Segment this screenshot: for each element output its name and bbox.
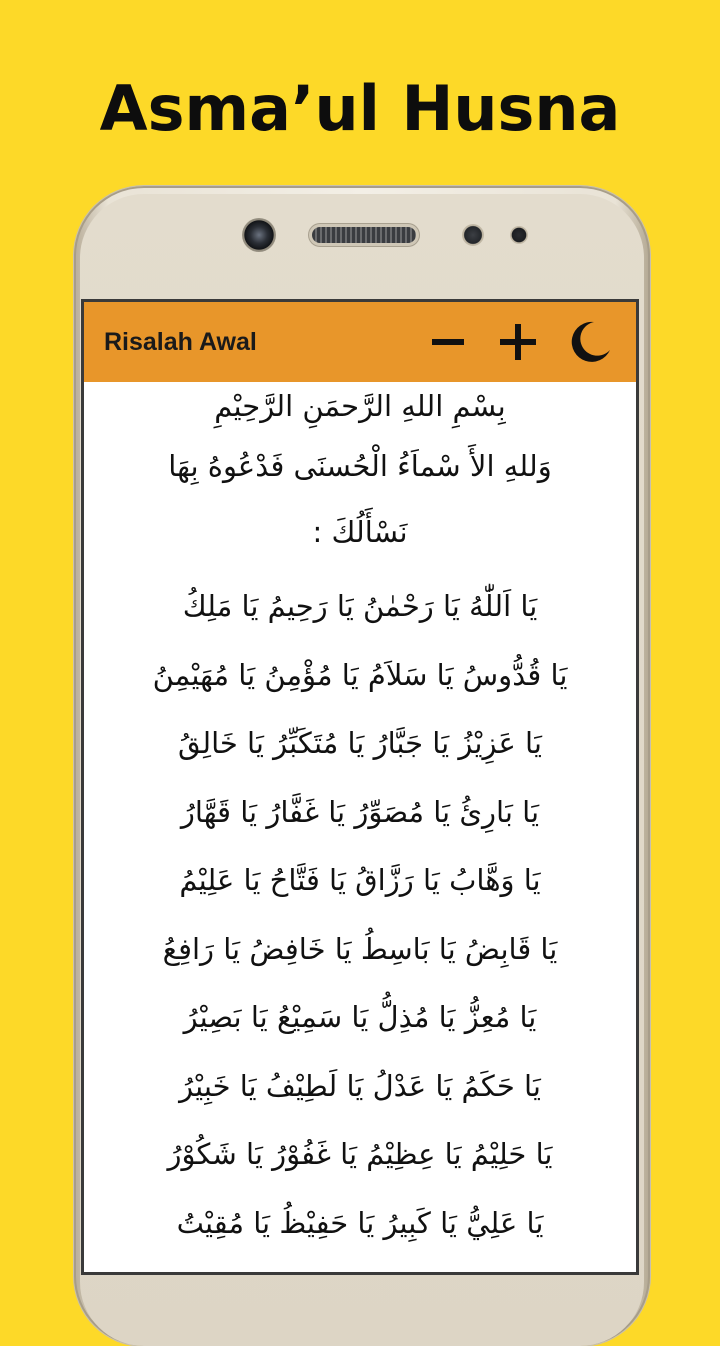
text-line: يَا قَابِضُ يَا بَاسِطُ يَا خَافِضُ يَا رَافِعُ xyxy=(162,931,558,966)
promo-title: Asma’ul Husna xyxy=(99,72,621,145)
front-camera-icon xyxy=(242,218,276,252)
moon-icon xyxy=(566,318,614,366)
text-line: يَا اَللّٰهُ يَا رَحْمٰنُ يَا رَحِيمُ يَا مَلِكُ xyxy=(182,589,538,623)
night-mode-button[interactable] xyxy=(560,302,620,382)
text-line: نَسْأَلُكَ : xyxy=(312,515,408,549)
text-line: يَا حَكَمُ يَا عَدْلُ يَا لَطِيْفُ يَا خَبِيْرُ xyxy=(179,1068,541,1103)
increase-font-button[interactable] xyxy=(488,302,548,382)
text-line: يَا حَلِيْمُ يَا عِظِيْمُ يَا غَفُوْرُ يَا شَكُوْرُ xyxy=(167,1137,553,1171)
minus-icon xyxy=(431,325,465,359)
text-line: يَا عَزِيْزُ يَا جَبَّارُ يَا مُتَكَبِّرُ يَا خَالِقُ xyxy=(178,726,542,760)
text-line: يَا وَهَّابُ يَا رَزَّاقُ يَا فَتَّاحُ يَا عَلِيْمُ xyxy=(179,863,541,897)
text-line: يَا قُدُّوسُ يَا سَلاَمُ يَا مُؤْمِنُ يَا مُهَيْمِنُ xyxy=(152,657,568,692)
app-toolbar xyxy=(84,302,636,382)
toolbar-title: Risalah Awal xyxy=(104,328,257,356)
plus-icon xyxy=(498,322,538,362)
text-line: وَللهِ الأَ سْماَءُ الْحُسنَى فَدْعُوهُ بِهَا xyxy=(168,449,552,483)
text-line: يَا عَلِيُّ يَا كَبِيرُ يَا حَفِيْظُ يَا مُقِيْتُ xyxy=(176,1205,544,1240)
decrease-font-button[interactable] xyxy=(418,302,478,382)
app-screen xyxy=(84,302,636,1272)
doa-text-content xyxy=(84,382,636,1272)
earpiece-speaker xyxy=(312,227,416,243)
text-line: يَا بَارِئُ يَا مُصَوِّرُ يَا غَفَّارُ يَا قَهَّارُ xyxy=(180,794,540,829)
text-line: يَا مُعِزُّ يَا مُذِلُّ يَا سَمِيْعُ يَا بَصِيْرُ xyxy=(183,1000,537,1034)
light-sensor xyxy=(510,226,528,244)
text-line: بِسْمِ اللهِ الرَّحمَنِ الرَّحِيْمِ xyxy=(214,389,506,423)
proximity-sensor xyxy=(462,224,484,246)
